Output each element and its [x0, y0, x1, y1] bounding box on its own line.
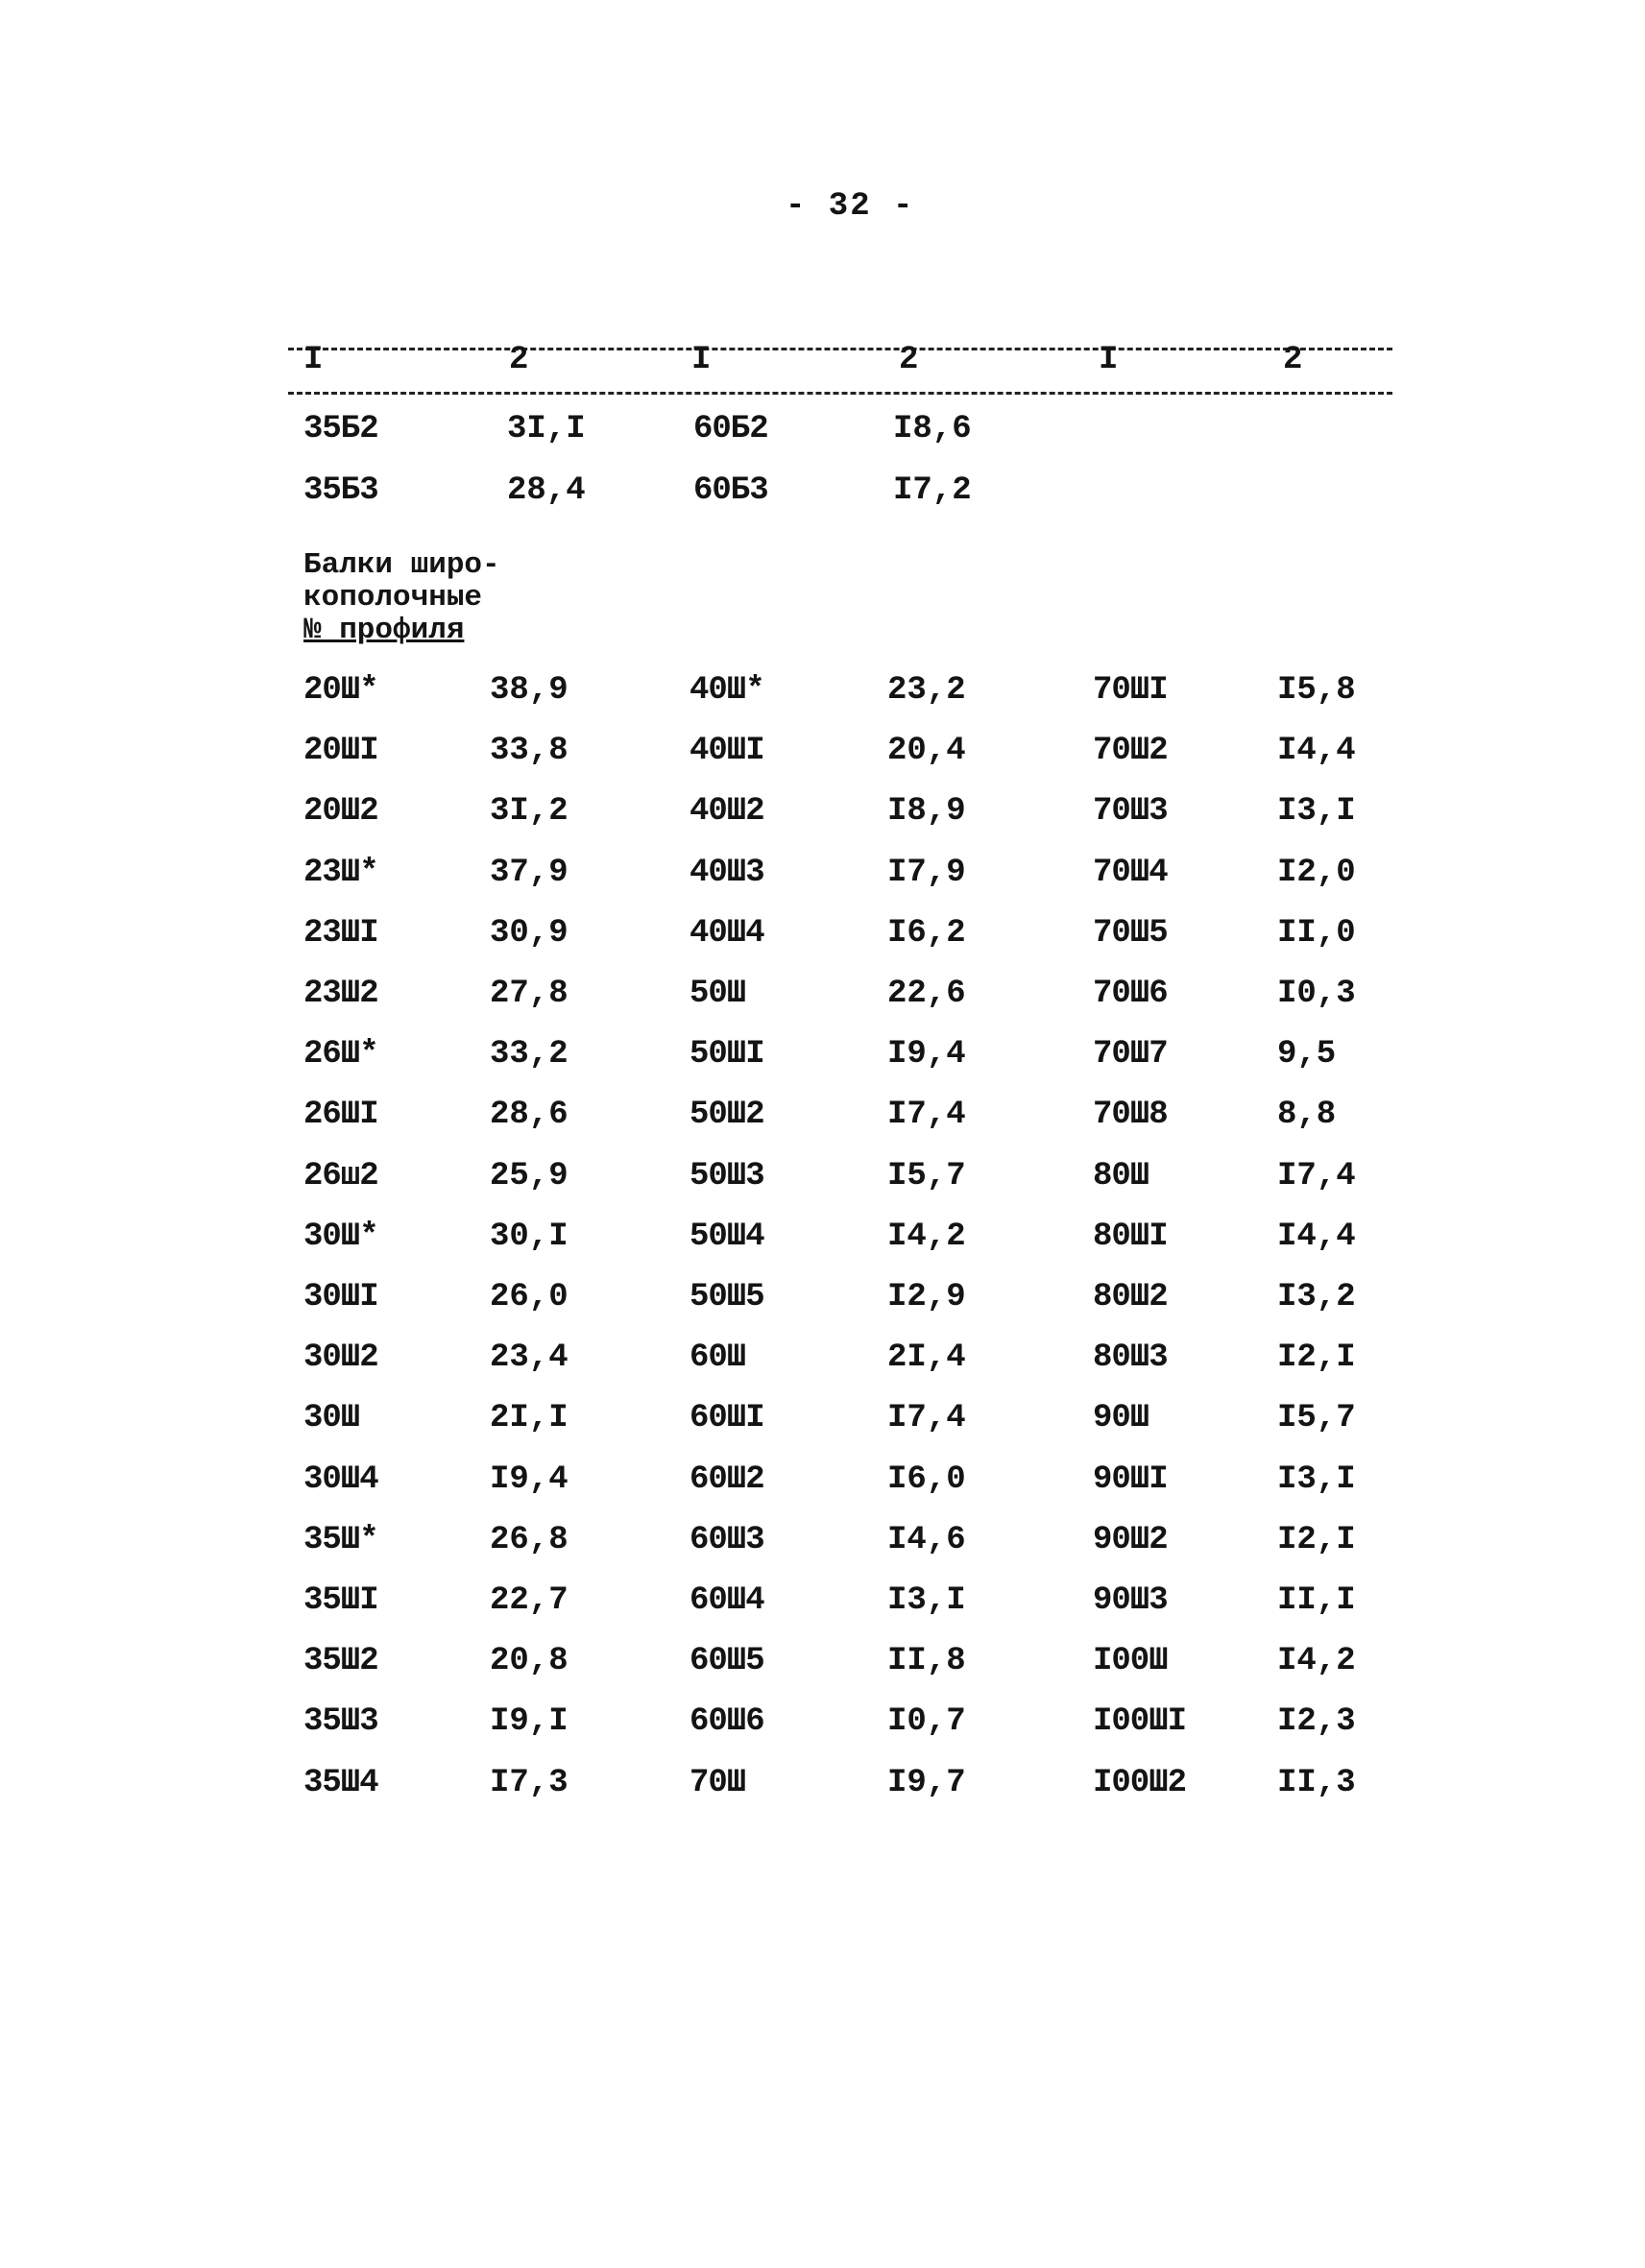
profile-number-cell: 80Ш	[1093, 1157, 1149, 1194]
section-title-line-2: кополочные	[303, 581, 483, 615]
profile-number-cell: 50Ш4	[689, 1218, 764, 1255]
top-row	[0, 411, 1645, 469]
profile-number-cell: 70Ш5	[1093, 914, 1168, 952]
profile-number-cell: 23ШI	[303, 914, 378, 952]
table-header	[288, 336, 1402, 413]
value-cell: I2,9	[887, 1279, 966, 1315]
profile-number-cell: 60ШI	[689, 1400, 764, 1437]
value-cell: I4,4	[1277, 733, 1356, 770]
value-cell: I3,I	[1277, 1460, 1356, 1498]
profile-number-cell: 60Ш4	[689, 1582, 764, 1619]
table-row	[0, 1400, 1645, 1458]
profile-number-cell: 80Ш3	[1093, 1339, 1168, 1377]
table-row	[0, 1279, 1645, 1337]
value-cell: 37,9	[490, 854, 568, 891]
profile-number-cell: 20Ш*	[303, 672, 378, 709]
profile-number-cell: 70Ш3	[1093, 793, 1168, 831]
top-row	[0, 472, 1645, 530]
value-cell: 2I,I	[490, 1400, 568, 1437]
profile-number-cell: 40Ш2	[689, 793, 764, 831]
cell: I8,6	[893, 411, 972, 447]
profile-number-cell: 90Ш	[1093, 1400, 1149, 1437]
header-col-3: I	[691, 342, 712, 378]
value-cell: I7,9	[887, 854, 966, 891]
profile-number-cell: I00ШI	[1093, 1703, 1187, 1741]
value-cell: 23,4	[490, 1339, 568, 1377]
value-cell: I5,8	[1277, 672, 1356, 709]
profile-number-cell: 26ш2	[303, 1157, 378, 1194]
profile-number-cell: 70Ш6	[1093, 976, 1168, 1012]
profile-number-cell: 70ШI	[1093, 672, 1168, 709]
value-cell: I2,I	[1277, 1339, 1356, 1377]
value-cell: 26,0	[490, 1279, 568, 1315]
cell: I7,2	[893, 472, 972, 509]
profile-number-cell: 35Ш2	[303, 1643, 378, 1680]
value-cell: 8,8	[1277, 1097, 1337, 1134]
header-col-5: I	[1099, 342, 1119, 378]
value-cell: 27,8	[490, 976, 568, 1012]
profile-number-cell: 35ШI	[303, 1582, 378, 1619]
section-title	[303, 549, 553, 647]
value-cell: I0,7	[887, 1703, 966, 1741]
value-cell: II,0	[1277, 914, 1356, 952]
cell: 60Б2	[693, 411, 768, 447]
value-cell: 26,8	[490, 1521, 568, 1558]
profile-number-cell: 80Ш2	[1093, 1279, 1168, 1315]
table-row	[0, 976, 1645, 1033]
profile-number-cell: 70Ш7	[1093, 1036, 1168, 1074]
header-rule-top	[288, 348, 1392, 350]
value-cell: I5,7	[887, 1157, 966, 1194]
profile-number-cell: 26Ш*	[303, 1036, 378, 1074]
value-cell: I2,3	[1277, 1703, 1356, 1741]
table-row	[0, 915, 1645, 973]
profile-number-cell: 30ШI	[303, 1279, 378, 1315]
table-row	[0, 1036, 1645, 1094]
profile-number-cell: 60Ш2	[689, 1460, 764, 1498]
profile-number-cell: 70Ш8	[1093, 1097, 1168, 1134]
profile-number-cell: 23Ш2	[303, 976, 378, 1012]
table-row	[0, 1765, 1645, 1822]
value-cell: I4,2	[887, 1218, 966, 1255]
header-col-6: 2	[1283, 342, 1303, 378]
value-cell: 22,6	[887, 976, 966, 1012]
profile-number-cell: 40Ш3	[689, 854, 764, 891]
profile-number-cell: 60Ш6	[689, 1703, 764, 1741]
table-row	[0, 1218, 1645, 1276]
table-row	[0, 1461, 1645, 1519]
header-col-1: I	[303, 342, 324, 378]
profile-number-cell: 40Ш4	[689, 914, 764, 952]
value-cell: I4,4	[1277, 1218, 1356, 1255]
table-row	[0, 793, 1645, 851]
table-row	[0, 672, 1645, 730]
value-cell: 33,2	[490, 1036, 568, 1074]
cell: 28,4	[507, 472, 586, 509]
value-cell: 30,9	[490, 914, 568, 952]
value-cell: 22,7	[490, 1582, 568, 1619]
profile-number-cell: 70Ш2	[1093, 733, 1168, 770]
value-cell: I4,6	[887, 1521, 966, 1558]
value-cell: 2I,4	[887, 1339, 966, 1377]
value-cell: I7,4	[887, 1097, 966, 1134]
value-cell: I8,9	[887, 793, 966, 831]
profile-number-cell: 40Ш*	[689, 672, 764, 709]
value-cell: 25,9	[490, 1157, 568, 1194]
profile-number-cell: 26ШI	[303, 1097, 378, 1134]
profile-number-cell: 35Ш*	[303, 1521, 378, 1558]
table-row	[0, 1339, 1645, 1397]
value-cell: I9,7	[887, 1764, 966, 1801]
value-cell: I7,3	[490, 1764, 568, 1801]
value-cell: I9,4	[887, 1036, 966, 1074]
value-cell: 9,5	[1277, 1036, 1337, 1074]
value-cell: 23,2	[887, 672, 966, 709]
value-cell: I3,I	[887, 1582, 966, 1619]
profile-number-cell: I00Ш	[1093, 1643, 1168, 1680]
value-cell: I3,2	[1277, 1279, 1356, 1315]
value-cell: I6,0	[887, 1460, 966, 1498]
value-cell: I2,0	[1277, 854, 1356, 891]
value-cell: 38,9	[490, 672, 568, 709]
table-row	[0, 733, 1645, 790]
value-cell: I6,2	[887, 914, 966, 952]
profile-number-cell: 50Ш2	[689, 1097, 764, 1134]
table-row	[0, 1158, 1645, 1216]
value-cell: I0,3	[1277, 976, 1356, 1012]
value-cell: 20,8	[490, 1643, 568, 1680]
value-cell: 33,8	[490, 733, 568, 770]
cell: 35Б3	[303, 472, 378, 509]
profile-number-cell: 70Ш4	[1093, 854, 1168, 891]
profile-number-cell: 23Ш*	[303, 854, 378, 891]
cell: 35Б2	[303, 411, 378, 447]
value-cell: I9,I	[490, 1703, 568, 1741]
profile-number-cell: 30Ш4	[303, 1460, 378, 1498]
value-cell: I9,4	[490, 1460, 568, 1498]
table-row	[0, 855, 1645, 912]
profile-number-cell: 80ШI	[1093, 1218, 1168, 1255]
profile-number-cell: 70Ш	[689, 1764, 746, 1801]
value-cell: I2,I	[1277, 1521, 1356, 1558]
profile-number-cell: 50Ш	[689, 976, 746, 1012]
value-cell: II,3	[1277, 1764, 1356, 1801]
value-cell: II,I	[1277, 1582, 1356, 1619]
table-row	[0, 1643, 1645, 1701]
value-cell: 20,4	[887, 733, 966, 770]
table-row	[0, 1582, 1645, 1640]
profile-number-cell: 90Ш3	[1093, 1582, 1168, 1619]
header-col-2: 2	[509, 342, 529, 378]
value-cell: I5,7	[1277, 1400, 1356, 1437]
table-row	[0, 1522, 1645, 1580]
value-cell: I7,4	[1277, 1157, 1356, 1194]
profile-number-cell: 40ШI	[689, 733, 764, 770]
profile-number-cell: 35Ш3	[303, 1703, 378, 1741]
table-row	[0, 1703, 1645, 1761]
table-row	[0, 1097, 1645, 1154]
section-title-line-1: Балки широ-	[303, 548, 500, 582]
profile-number-cell: 20Ш2	[303, 793, 378, 831]
cell: 3I,I	[507, 411, 586, 447]
value-cell: 3I,2	[490, 793, 568, 831]
profile-number-cell: I00Ш2	[1093, 1764, 1187, 1801]
profile-number-cell: 35Ш4	[303, 1764, 378, 1801]
value-cell: 30,I	[490, 1218, 568, 1255]
profile-number-cell: 60Ш	[689, 1339, 746, 1377]
header-rule-bottom	[288, 392, 1392, 395]
cell: 60Б3	[693, 472, 768, 509]
header-col-4: 2	[899, 342, 919, 378]
page-number: - 32 -	[786, 188, 915, 225]
value-cell: II,8	[887, 1643, 966, 1680]
profile-number-cell: 30Ш*	[303, 1218, 378, 1255]
profile-number-cell: 50Ш3	[689, 1157, 764, 1194]
profile-number-cell: 50ШI	[689, 1036, 764, 1074]
profile-number-cell: 20ШI	[303, 733, 378, 770]
profile-number-cell: 60Ш5	[689, 1643, 764, 1680]
profile-number-cell: 90ШI	[1093, 1460, 1168, 1498]
profile-number-cell: 30Ш2	[303, 1339, 378, 1377]
profile-number-cell: 90Ш2	[1093, 1521, 1168, 1558]
profile-number-cell: 30Ш	[303, 1400, 360, 1437]
value-cell: I7,4	[887, 1400, 966, 1437]
profile-number-cell: 50Ш5	[689, 1279, 764, 1315]
value-cell: 28,6	[490, 1097, 568, 1134]
profile-number-cell: 60Ш3	[689, 1521, 764, 1558]
value-cell: I3,I	[1277, 793, 1356, 831]
value-cell: I4,2	[1277, 1643, 1356, 1680]
section-title-line-3: № профиля	[303, 614, 465, 647]
